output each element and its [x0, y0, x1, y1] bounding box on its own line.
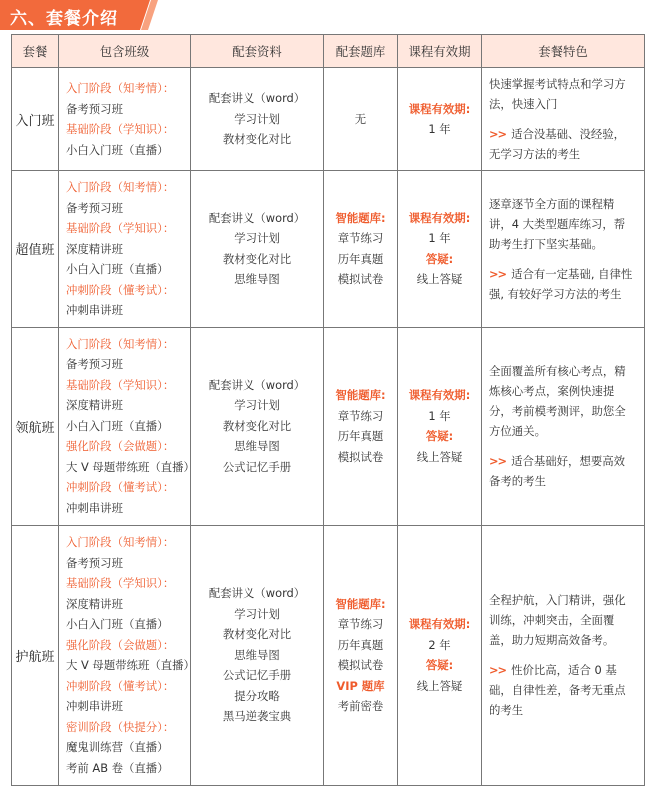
validity-item: 答疑: [425, 658, 454, 672]
package-features [482, 68, 645, 171]
stage-label: 入门阶段（知考情）： [66, 535, 175, 549]
material-item: 配套讲义（word） [208, 586, 306, 601]
validity-item: 课程有效期: [408, 210, 471, 225]
header-features: 套餐特色 [482, 35, 645, 68]
package-name: 超值班 [12, 171, 59, 328]
class-item: 小白入门班（直播） [66, 262, 169, 276]
stage-label: 基础阶段（学知识）： [66, 377, 175, 392]
validity-item: 线上答疑 [416, 449, 463, 464]
material-item: 学习计划 [234, 231, 280, 246]
included-classes [59, 68, 191, 171]
package-name: 护航班 [12, 525, 59, 785]
question-bank [324, 171, 398, 328]
question-bank-item: 章节练习 [337, 617, 384, 631]
question-bank-item: 智能题库: [335, 388, 386, 402]
material-item: 教材变化对比 [222, 418, 292, 433]
feature-target [489, 264, 636, 304]
question-bank-item: 历年真题 [337, 251, 384, 266]
header-question-bank: 配套题库 [324, 35, 398, 68]
question-bank-item: 章节练习 [337, 231, 384, 246]
material-item: 黑马逆袭宝典 [222, 709, 292, 724]
feature-target-text: 性价比高，适合 0 基础，自律性差，备考无重点的考生 [489, 663, 626, 717]
validity-item: 课程有效期: [408, 101, 471, 116]
validity [398, 525, 482, 785]
validity-item: 1 年 [428, 231, 451, 246]
class-item: 备考预习班 [66, 101, 123, 116]
class-item: 备考预习班 [66, 357, 123, 372]
material-item: 公式记忆手册 [222, 668, 292, 683]
material-item: 配套讲义（word） [208, 91, 306, 106]
stage-label: 冲刺阶段（懂考试）： [66, 678, 175, 693]
material-item: 公式记忆手册 [222, 459, 292, 474]
question-bank-item: 无 [354, 111, 367, 126]
question-bank-item: 模拟试卷 [337, 272, 384, 287]
material-item: 配套讲义（word） [208, 377, 306, 392]
validity-item: 线上答疑 [416, 678, 463, 693]
double-arrow-icon: >> [489, 663, 507, 677]
table-header-row [12, 35, 645, 68]
feature-gap [489, 114, 636, 124]
double-arrow-icon: >> [489, 454, 507, 468]
header-classes: 包含班级 [59, 35, 191, 68]
material-item: 提分攻略 [234, 688, 280, 703]
question-bank-item: 智能题库: [335, 210, 386, 225]
class-item: 冲刺串讲班 [66, 303, 123, 317]
section-banner [0, 0, 160, 30]
validity [398, 327, 482, 525]
table-row [12, 327, 645, 525]
stage-label: 基础阶段（学知识）： [66, 221, 175, 235]
material-item: 思维导图 [234, 272, 280, 287]
package-features [482, 525, 645, 785]
double-arrow-icon: >> [489, 127, 507, 141]
feature-gap [489, 650, 636, 660]
validity-item: 课程有效期: [408, 617, 471, 631]
feature-gap [489, 254, 636, 264]
feature-target [489, 124, 636, 164]
validity-item: 答疑: [425, 251, 454, 266]
validity [398, 171, 482, 328]
validity-item: 课程有效期: [408, 388, 471, 402]
class-item: 深度精讲班 [66, 241, 123, 256]
stage-label: 强化阶段（会做题）： [66, 439, 175, 454]
material-item: 教材变化对比 [222, 627, 292, 642]
stage-label: 强化阶段（会做题）： [66, 637, 175, 652]
feature-target [489, 451, 636, 491]
feature-description: 全面覆盖所有核心考点，精炼核心考点，案例快速提分，考前模考测评，助您全方位通关。 [489, 364, 626, 438]
class-item: 冲刺串讲班 [66, 699, 123, 713]
validity-item: 1 年 [428, 122, 451, 136]
stage-label: 冲刺阶段（懂考试）： [66, 282, 175, 297]
validity-item: 2 年 [428, 637, 451, 652]
feature-target-text: 适合没基础、没经验，无学习方法的考生 [489, 127, 626, 161]
material-item: 教材变化对比 [222, 251, 292, 266]
stage-label: 密训阶段（快提分）： [66, 719, 175, 734]
materials [191, 327, 324, 525]
class-item: 小白入门班（直播） [66, 617, 169, 631]
feature-description: 逐章逐节全方面的课程精讲，4 大类型题库练习，帮助考生打下坚实基础。 [489, 196, 626, 251]
header-package: 套餐 [12, 35, 59, 68]
question-bank [324, 525, 398, 785]
stage-label: 入门阶段（知考情）： [66, 81, 175, 95]
question-bank-item: 模拟试卷 [337, 658, 384, 672]
validity-item: 1 年 [428, 408, 451, 423]
material-item: 配套讲义（word） [208, 210, 306, 225]
package-name: 入门班 [12, 68, 59, 171]
class-item: 魔鬼训练营（直播） [66, 740, 169, 754]
material-item: 思维导图 [234, 647, 280, 662]
materials [191, 171, 324, 328]
class-item: 备考预习班 [66, 555, 123, 570]
stage-label: 基础阶段（学知识）： [66, 122, 175, 136]
package-features [482, 327, 645, 525]
section-title: 六、套餐介绍 [10, 9, 118, 29]
included-classes [59, 327, 195, 525]
feature-description: 快速掌握考试特点和学习方法，快速入门 [489, 77, 626, 111]
stage-label: 入门阶段（知考情）： [66, 180, 175, 194]
class-item: 大 V 母题带练班（直播） [66, 658, 195, 672]
stage-label: 入门阶段（知考情）： [66, 336, 175, 351]
material-item: 学习计划 [234, 398, 280, 413]
class-item: 大 V 母题带练班（直播） [66, 459, 195, 474]
class-item: 小白入门班（直播） [66, 142, 169, 157]
table-row [12, 525, 645, 785]
package-table [11, 34, 645, 786]
stage-label: 冲刺阶段（懂考试）： [66, 480, 175, 495]
package-features [482, 171, 645, 328]
header-materials: 配套资料 [191, 35, 324, 68]
class-item: 深度精讲班 [66, 398, 123, 413]
material-item: 学习计划 [234, 111, 280, 126]
question-bank-item: VIP 题库 [336, 678, 385, 693]
class-item: 深度精讲班 [66, 596, 123, 611]
question-bank-item: 章节练习 [337, 408, 384, 423]
validity-item: 答疑: [425, 429, 454, 443]
feature-target-text: 适合基础好，想要高效备考的考生 [489, 454, 626, 488]
table-row [12, 171, 645, 328]
header-validity: 课程有效期 [398, 35, 482, 68]
question-bank-item: 模拟试卷 [337, 449, 384, 464]
question-bank-item: 历年真题 [337, 637, 384, 652]
materials [191, 525, 324, 785]
question-bank-item: 考前密卷 [337, 699, 384, 713]
material-item: 学习计划 [234, 606, 280, 621]
validity-item: 线上答疑 [416, 272, 463, 287]
class-item: 备考预习班 [66, 200, 123, 215]
feature-gap [489, 441, 636, 451]
stage-label: 基础阶段（学知识）： [66, 576, 175, 590]
material-item: 思维导图 [234, 439, 280, 454]
question-bank-item: 历年真题 [337, 429, 384, 443]
class-item: 冲刺串讲班 [66, 500, 123, 515]
table-row [12, 68, 645, 171]
feature-target-text: 适合有一定基础, 自律性强, 有较好学习方法的考生 [489, 266, 633, 301]
package-name: 领航班 [12, 327, 59, 525]
validity [398, 68, 482, 171]
class-item: 小白入门班（直播） [66, 418, 169, 433]
question-bank [324, 327, 398, 525]
question-bank-item: 智能题库: [335, 596, 386, 611]
feature-target [489, 660, 636, 720]
material-item: 教材变化对比 [222, 132, 292, 147]
feature-description: 全程护航，入门精讲，强化训练，冲刺突击，全面覆盖，助力短期高效备考。 [489, 593, 626, 647]
class-item: 考前 AB 卷（直播） [66, 760, 169, 775]
materials [191, 68, 324, 171]
double-arrow-icon: >> [489, 266, 507, 281]
included-classes [59, 525, 195, 785]
included-classes [59, 171, 191, 328]
question-bank [324, 68, 398, 171]
